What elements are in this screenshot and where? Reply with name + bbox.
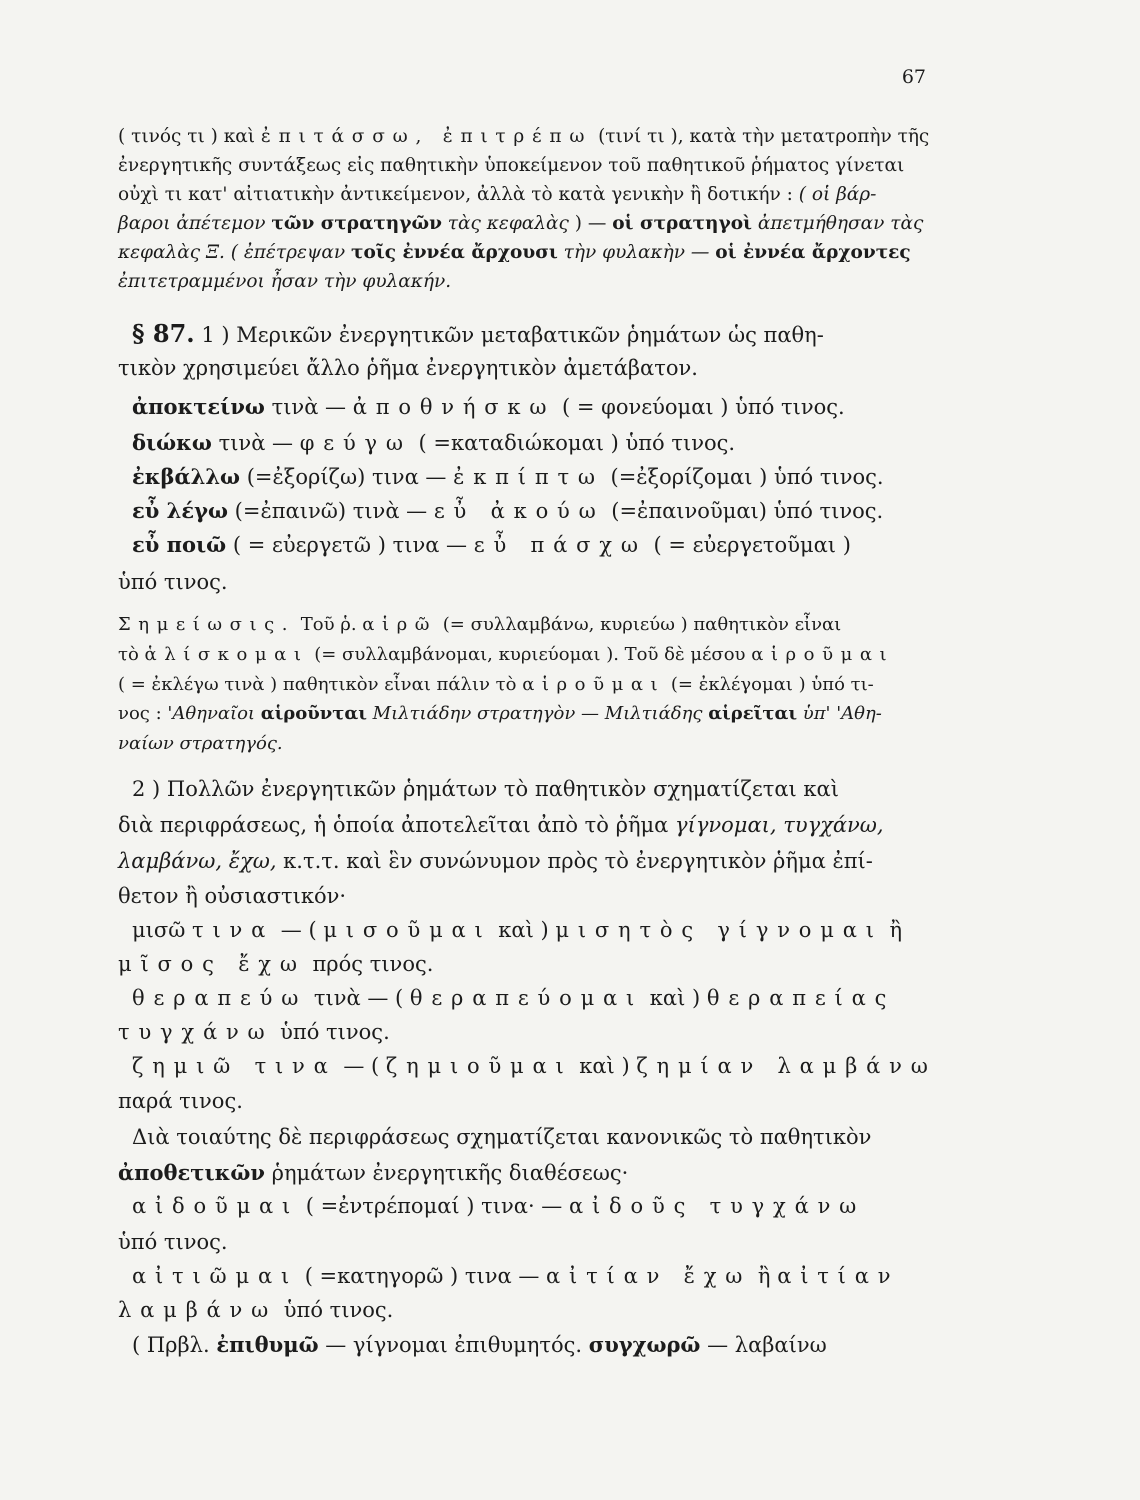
italic-run: βαροι ἀπέτεμον <box>118 213 272 234</box>
text-run: (= συλλαμβάνομαι, κυριεύομαι ). Τοῦ δὲ μέσου <box>308 644 752 665</box>
text-run: ( =κατηγορῶ ) τινα — <box>298 1264 547 1288</box>
text-line <box>118 273 451 292</box>
text-run: (= συλλαμβάνω, κυριεύω ) παθητικὸν εἶναι <box>437 614 842 635</box>
note-line <box>118 735 283 753</box>
text-run: νος : <box>118 703 168 724</box>
spaced-verb: τυγχάνω <box>118 1020 274 1044</box>
italic-run: ναίων στρατηγός. <box>118 733 283 754</box>
bold-run: οἱ στρατηγοὶ <box>612 213 752 234</box>
text-run: τινὰ — <box>211 431 300 455</box>
example-line <box>132 1056 937 1077</box>
example-line <box>132 466 884 488</box>
bold-run: τῶν στρατηγῶν <box>271 213 442 234</box>
text-line <box>118 128 929 147</box>
italic-run: Μιλτιάδην στρατηγὸν — Μιλτιάδης <box>366 703 709 724</box>
text-run: ( τινός τι ) <box>118 126 218 147</box>
text-run: ( = φονεύομαι ) ὑπό τινος. <box>555 395 845 419</box>
text-run: (=ἐξορίζομαι ) ὑπό τινος. <box>603 465 884 489</box>
spaced-verb: αἰδοῦς τυγχάνω <box>569 1194 866 1218</box>
text-line <box>132 1127 871 1148</box>
example-line <box>132 534 851 556</box>
text-run: 2 ) Πολλῶν ἐνεργητικῶν ῥημάτων τὸ παθητικὸν σχηματίζεται καὶ <box>132 777 839 801</box>
spaced-verb: εὖ ἀκούω <box>433 499 605 523</box>
example-line <box>132 500 883 522</box>
spaced-verb: ἐπιτάσσω, ἐπιτρέπω <box>260 126 593 147</box>
text-run: τὸ <box>118 644 145 665</box>
spaced-verb: αἰτίαν ἔχω <box>546 1264 752 1288</box>
text-line <box>118 815 884 836</box>
text-line <box>118 1162 628 1184</box>
spaced-verb: θεραπεύομαι <box>409 986 644 1010</box>
bold-verb: διώκω <box>132 430 212 455</box>
text-line <box>118 1300 393 1321</box>
text-run: καὶ ) <box>491 918 556 942</box>
text-run: οὐχὶ τι κατ' αἰτιατικὴν ἀντικείμενον, ἀλλὰ τὸ κατὰ γενικὴν ἢ δοτικήν : <box>118 184 799 205</box>
text-run: διὰ περιφράσεως, ἡ ὁποία ἀποτελεῖται ἀπὸ τὸ ῥῆμα <box>118 813 676 837</box>
text-run: ἢ <box>882 918 903 942</box>
text-line <box>132 779 839 800</box>
text-run: ἐνεργητικῆς συντάξεως εἰς παθητικὴν ὑποκείμενον τοῦ παθητικοῦ ῥήματος γίνεται <box>118 155 905 176</box>
text-line <box>118 358 698 379</box>
text-line <box>118 215 923 234</box>
example-line <box>132 432 735 454</box>
text-run: ὑπό τινος. <box>118 570 228 594</box>
text-run: ἢ <box>751 1264 778 1288</box>
text-line <box>118 886 346 907</box>
italic-run: ( οἱ βάρ- <box>798 184 877 205</box>
spaced-verb: αἱρῶ <box>362 614 438 635</box>
text-run: ὑπό τινος. <box>118 1230 228 1254</box>
bold-run: τοῖς ἐννέα ἄρχουσι <box>351 242 558 263</box>
text-run: — γίγνομαι ἐπιθυμητός. <box>318 1333 589 1357</box>
note-line <box>118 676 874 694</box>
spaced-verb: μῖσος ἔχω <box>118 952 306 976</box>
note-line <box>118 646 894 664</box>
spaced-verb: εὖ πάσχω <box>473 533 647 557</box>
text-run: 1 ) Μερικῶν ἐνεργητικῶν μεταβατικῶν ῥημάτων ὡς παθη- <box>194 323 824 347</box>
italic-run: ὑπ' 'Αθη- <box>797 703 882 724</box>
text-run: μισῶ <box>132 918 193 942</box>
text-run: τινὰ — <box>264 395 353 419</box>
text-run: — ( <box>336 1054 386 1078</box>
text-run: ῥημάτων ἐνεργητικῆς διαθέσεως· <box>264 1161 629 1185</box>
text-run: (= ἐκλέγομαι ) ὑπό τι- <box>665 674 874 695</box>
italic-run: τὴν φυλακὴν — <box>557 242 716 263</box>
text-run: ( = ἐκλέγω τινὰ ) παθητικὸν εἶναι πάλιν τὸ <box>118 674 523 695</box>
spaced-verb: μισοῦμαι <box>323 918 492 942</box>
spaced-verb: αἱροῦμαι <box>751 644 895 665</box>
bold-run: ἀποθετικῶν <box>118 1160 265 1185</box>
spaced-verb: αἱροῦμαι <box>522 674 666 695</box>
bold-verb: εὖ ποιῶ <box>132 532 227 557</box>
text-line <box>118 186 876 205</box>
text-run: (=ἐξορίζω) τινα — <box>240 465 454 489</box>
text-run: κ.τ.τ. καὶ ἓν συνώνυμον πρὸς τὸ ἐνεργητικὸν ῥῆμα ἐπί- <box>276 849 873 873</box>
example-line <box>132 396 845 418</box>
example-line <box>132 988 895 1009</box>
spaced-verb: αἰτιῶμαι <box>132 1264 299 1288</box>
text-run: ( = εὐεργετοῦμαι ) <box>646 533 851 557</box>
text-run: Διὰ τοιαύτης δὲ περιφράσεως σχηματίζεται κανονικῶς τὸ παθητικὸν <box>132 1125 872 1149</box>
spaced-verb: θεραπείας <box>706 986 896 1010</box>
bold-verb: ἀποκτείνω <box>132 394 265 419</box>
text-run: παρά τινος. <box>118 1089 243 1113</box>
spaced-verb: ἐκπίπτω <box>453 465 604 489</box>
text-line <box>118 851 873 872</box>
spaced-verb: ζημιοῦμαι <box>385 1054 573 1078</box>
text-run: καὶ ) <box>572 1054 637 1078</box>
example-line <box>132 1266 899 1287</box>
text-line <box>132 1334 827 1356</box>
text-run: ( =ἐντρέπομαί ) τινα· — <box>299 1194 569 1218</box>
text-run: καὶ <box>217 126 261 147</box>
bold-run: αἱρεῖται <box>708 703 798 724</box>
text-run: (=ἐπαινοῦμαι) ὑπό τινος. <box>604 499 884 523</box>
section-mark: § 87. <box>132 319 195 348</box>
text-run: (τινί τι ), κατὰ τὴν μετατροπὴν τῆς <box>592 126 930 147</box>
italic-run: ( ἐπέτρεψαν <box>230 242 352 263</box>
italic-run: 'Αθηναῖοι <box>167 703 261 724</box>
spaced-verb: αἰτίαν <box>777 1264 900 1288</box>
spaced-verb: ζημιῶ τινα <box>132 1054 337 1078</box>
text-run: θετον ἢ οὐσιαστικόν· <box>118 884 347 908</box>
text-run: — λαβαίνω <box>700 1333 827 1357</box>
bold-run: οἱ ἐννέα ἄρχοντες <box>715 242 911 263</box>
spaced-verb: θεραπεύω <box>132 986 308 1010</box>
section-87-heading <box>132 319 824 348</box>
note-label: Σημείωσις. <box>118 614 296 635</box>
text-run: ) — <box>574 213 613 234</box>
text-line <box>118 1232 228 1253</box>
spaced-verb: ἀποθνήσκω <box>352 395 556 419</box>
bold-run: αἱροῦνται <box>260 703 367 724</box>
text-run: ὑπό τινος. <box>273 1020 390 1044</box>
text-line <box>118 572 228 593</box>
text-run: Τοῦ ῥ. <box>295 614 363 635</box>
text-line <box>118 1091 243 1112</box>
spaced-verb: μισητὸς γίγνομαι <box>555 918 883 942</box>
text-run: τινὰ — ( <box>307 986 410 1010</box>
text-run: (=ἐπαινῶ) τινὰ — <box>228 499 434 523</box>
bold-run: συγχωρῶ <box>588 1332 701 1357</box>
spaced-verb: αἰδοῦμαι <box>132 1194 300 1218</box>
text-run: καὶ ) <box>643 986 707 1010</box>
text-line <box>118 244 911 263</box>
note-line <box>118 705 882 723</box>
italic-run: ἀπετμήθησαν τὰς <box>751 213 924 234</box>
italic-run: λαμβάνω, ἔχω, <box>118 849 277 873</box>
spaced-verb: τινα <box>192 918 275 942</box>
text-run: ( Πρβλ. <box>132 1333 217 1357</box>
italic-run: ἐπιτετραμμένοι ἦσαν τὴν φυλακήν. <box>118 271 452 292</box>
text-line <box>118 954 433 975</box>
text-run: τικὸν χρησιμεύει ἄλλο ῥῆμα ἐνεργητικὸν ἀμετάβατον. <box>118 356 698 380</box>
page-number: 67 <box>901 66 926 88</box>
text-run: ὑπό τινος. <box>277 1298 394 1322</box>
spaced-verb: λαμβάνω <box>118 1298 278 1322</box>
bold-verb: εὖ λέγω <box>132 498 228 523</box>
italic-run: τὰς κεφαλὰς <box>441 213 575 234</box>
italic-run: κεφαλὰς Ξ. <box>118 242 231 263</box>
italic-run: γίγνομαι, τυγχάνω, <box>675 813 884 837</box>
text-line <box>118 1022 390 1043</box>
spaced-verb: ἁλίσκομαι <box>144 644 309 665</box>
text-run: ( =καταδιώκομαι ) ὑπό τινος. <box>411 431 736 455</box>
text-line <box>118 157 904 176</box>
example-line <box>132 1196 865 1217</box>
example-line <box>132 920 902 941</box>
spaced-verb: φεύγω <box>299 431 412 455</box>
spaced-verb: ζημίαν λαμβάνω <box>636 1054 937 1078</box>
text-run: — ( <box>274 918 324 942</box>
text-run: πρός τινος. <box>305 952 434 976</box>
bold-verb: ἐκβάλλω <box>132 464 241 489</box>
note-line <box>118 616 841 634</box>
bold-run: ἐπιθυμῶ <box>216 1332 319 1357</box>
text-run: ( = εὐεργετῶ ) τινα — <box>226 533 474 557</box>
